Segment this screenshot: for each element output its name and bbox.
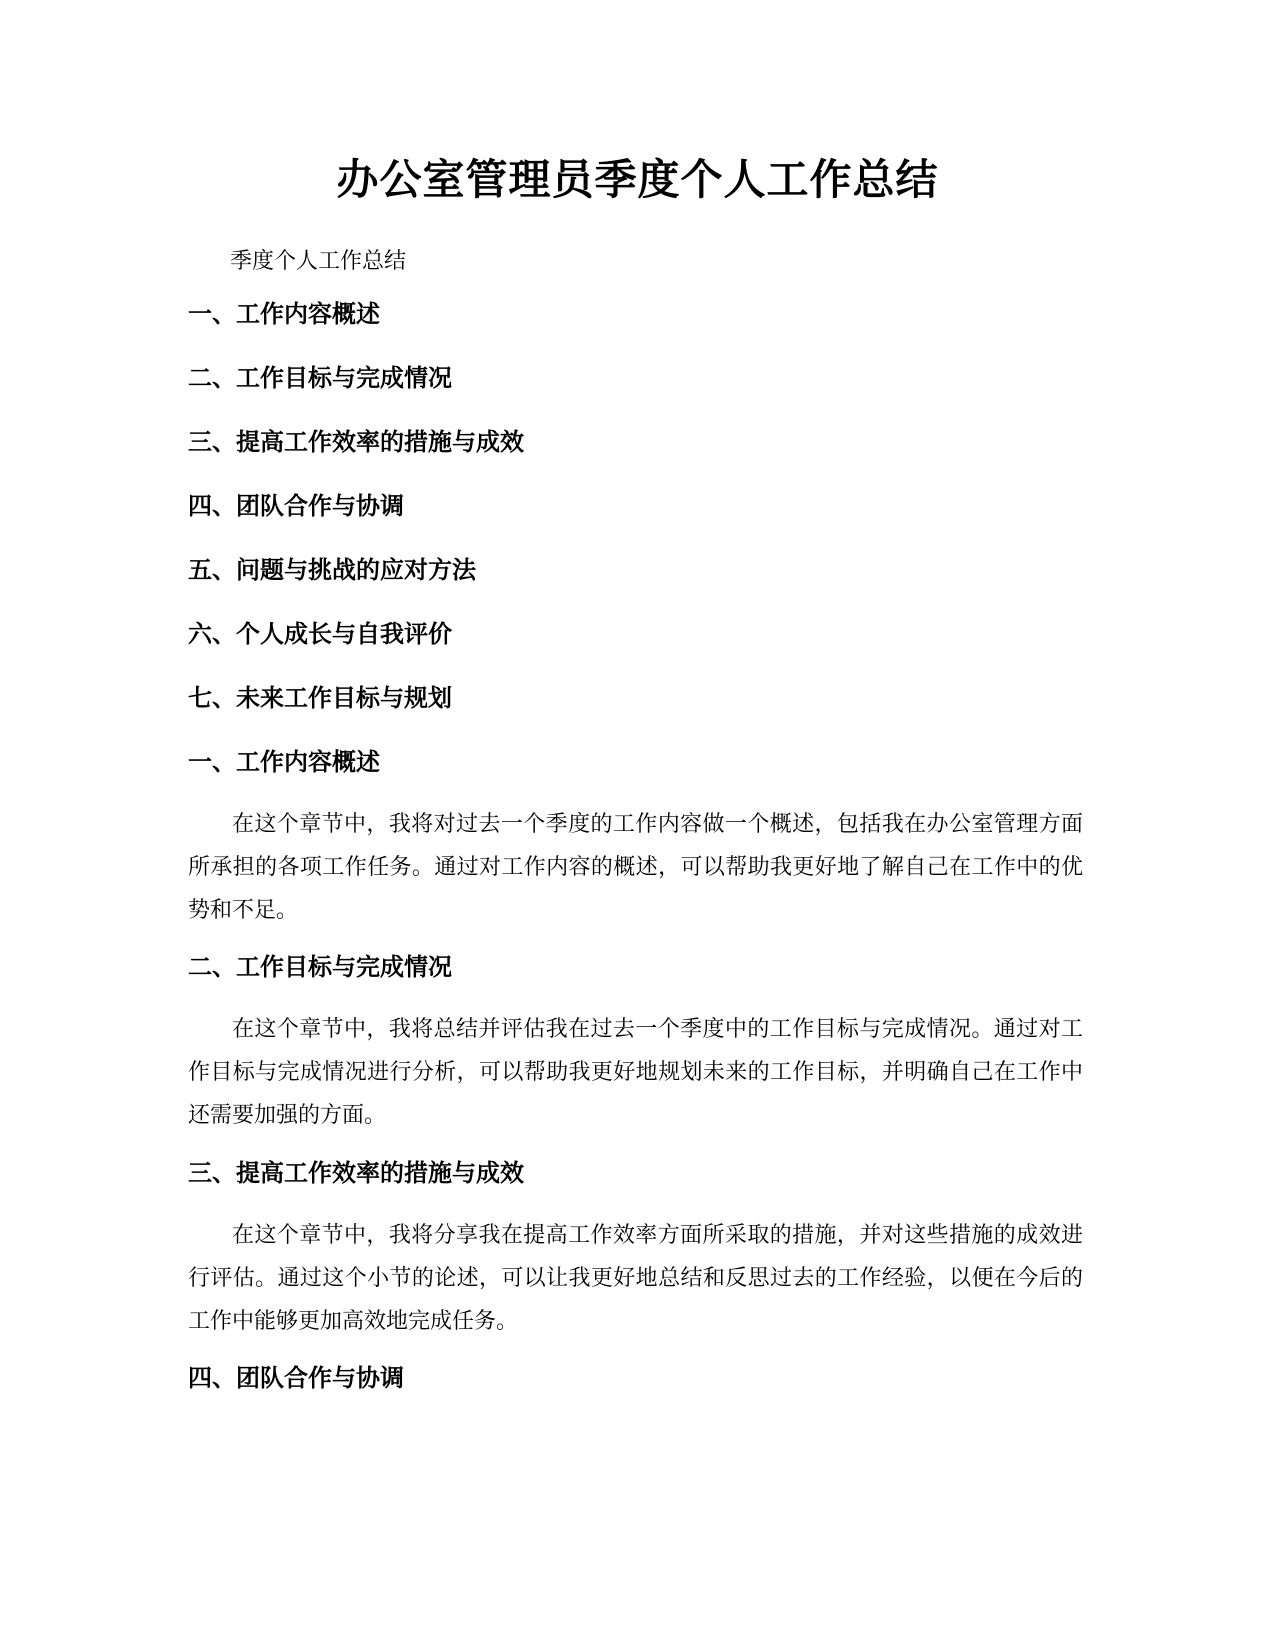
toc-item: 四、团队合作与协调 — [188, 492, 404, 520]
section-heading: 二、工作目标与完成情况 — [188, 953, 452, 981]
toc-item: 七、未来工作目标与规划 — [188, 684, 452, 712]
toc-item: 二、工作目标与完成情况 — [188, 364, 452, 392]
section-heading: 一、工作内容概述 — [188, 748, 380, 776]
document-title: 办公室管理员季度个人工作总结 — [336, 155, 939, 204]
toc-item: 六、个人成长与自我评价 — [188, 620, 452, 648]
section-heading: 四、团队合作与协调 — [188, 1364, 404, 1392]
toc-item: 五、问题与挑战的应对方法 — [188, 556, 476, 584]
section-paragraph: 在这个章节中，我将分享我在提高工作效率方面所采取的措施，并对这些措施的成效进行评估。通过这个小节的论述，可以让我更好地总结和反思过去的工作经验，以便在今后的工作中能够更加高效地完成任务。 — [188, 1223, 1083, 1334]
toc-item: 三、提高工作效率的措施与成效 — [188, 428, 524, 456]
toc-item: 一、工作内容概述 — [188, 300, 380, 328]
section-heading: 三、提高工作效率的措施与成效 — [188, 1159, 524, 1187]
section-paragraph: 在这个章节中，我将总结并评估我在过去一个季度中的工作目标与完成情况。通过对工作目标与完成情况进行分析，可以帮助我更好地规划未来的工作目标，并明确自己在工作中还需要加强的方面。 — [188, 1017, 1083, 1128]
section-paragraph: 在这个章节中，我将对过去一个季度的工作内容做一个概述，包括我在办公室管理方面所承担的各项工作任务。通过对工作内容的概述，可以帮助我更好地了解自己在工作中的优势和不足。 — [188, 812, 1083, 923]
document-subtitle: 季度个人工作总结 — [230, 249, 407, 274]
